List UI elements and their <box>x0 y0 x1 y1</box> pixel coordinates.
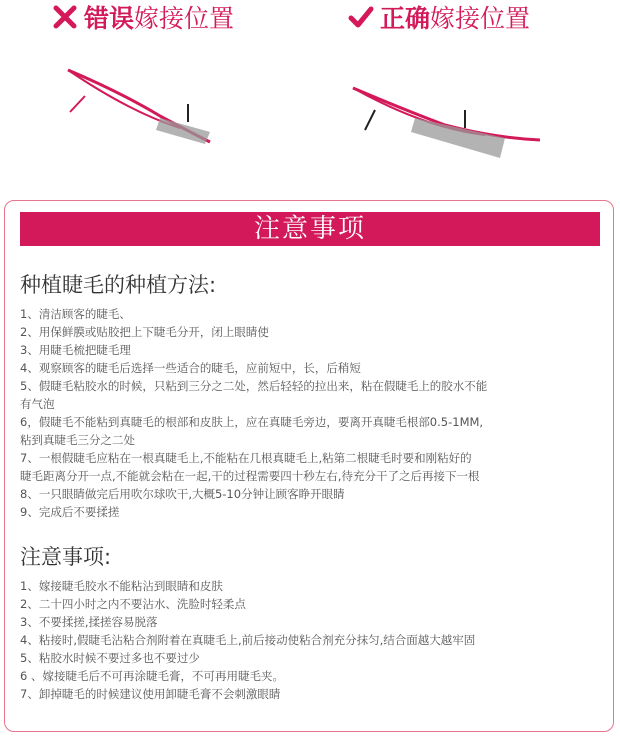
right-position-diagram <box>345 80 545 170</box>
method-item: 3、用睫毛梳把睫毛理 <box>20 343 131 357</box>
notes-item: 5、粘胶水时候不要过多也不要过少 <box>20 651 200 665</box>
notes-item: 3、不要揉搓,揉搓容易脱落 <box>20 615 158 629</box>
method-item: 有气泡 <box>20 397 55 411</box>
notes-item: 4、粘接时,假睫毛沾粘合剂附着在真睫毛上,前后接动使粘合剂充分抹匀,结合面越大越牢固 <box>20 633 476 647</box>
method-item: 4、观察顾客的睫毛后选择一些适合的睫毛，应前短中，长，后稍短 <box>20 361 361 375</box>
method-title: 种植睫毛的种植方法: <box>20 273 217 297</box>
notes-title: 注意事项: <box>20 545 112 569</box>
wrong-position-diagram <box>60 62 230 157</box>
method-item: 7、一根假睫毛应粘在一根真睫毛上,不能粘在几根真睫毛上,粘第二根睫毛时要和刚粘好的 <box>20 451 472 465</box>
method-item: 8、一只眼睛做完后用吹尔球吹干,大概5-10分钟让顾客睁开眼睛 <box>20 487 345 501</box>
notes-item: 2、二十四小时之内不要沾水、洗脸时轻柔点 <box>20 597 246 611</box>
method-item: 9、完成后不要揉搓 <box>20 505 120 519</box>
method-item: 2、用保鲜膜或贴胶把上下睫毛分开，闭上眼睛使 <box>20 325 269 339</box>
method-item: 粘到真睫毛三分之二处 <box>20 433 135 447</box>
notes-list <box>20 577 610 703</box>
check-icon <box>348 4 374 30</box>
cross-icon <box>52 4 78 30</box>
notes-item: 6 、嫁接睫毛后不可再涂睫毛膏，不可再用睫毛夹。 <box>20 669 284 683</box>
method-list <box>20 305 610 521</box>
notes-banner: 注意事项 <box>20 212 600 246</box>
notes-item: 1、嫁接睫毛胶水不能粘沾到眼睛和皮肤 <box>20 579 223 593</box>
comparison-header <box>0 0 620 190</box>
method-item: 1、清洁顾客的睫毛、 <box>20 307 131 321</box>
notes-item: 7、卸掉睫毛的时候建议使用卸睫毛膏不会刺激眼睛 <box>20 687 281 701</box>
right-position-heading: 正确嫁接位置 <box>348 2 530 36</box>
wrong-position-heading: 错误嫁接位置 <box>52 2 234 36</box>
method-item: 睫毛距离分开一点,不能就会粘在一起,干的过程需要四十秒左右,待充分干了之后再接下一根 <box>20 469 480 483</box>
notes-panel <box>4 200 614 732</box>
method-item: 6，假睫毛不能粘到真睫毛的根部和皮肤上，应在真睫毛旁边，要离开真睫毛根部0.5-1MM, <box>20 415 484 429</box>
method-item: 5、假睫毛粘胶水的时候，只粘到三分之二处，然后轻轻的拉出来，粘在假睫毛上的胶水不能 <box>20 379 488 393</box>
